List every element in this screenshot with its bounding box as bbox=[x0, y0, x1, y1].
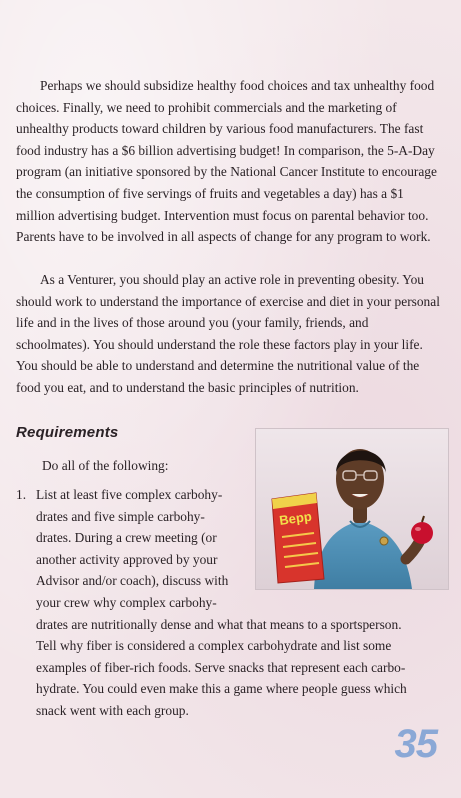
requirement-line: your crew why complex carbohy- bbox=[36, 595, 217, 610]
badge-icon bbox=[380, 537, 388, 545]
photo-girl-with-snack-and-apple bbox=[255, 428, 449, 590]
requirement-line: snack went with each group. bbox=[36, 703, 189, 718]
photo-illustration bbox=[256, 429, 448, 589]
requirement-line: Advisor and/or coach), discuss with bbox=[36, 573, 229, 589]
requirement-line: drates. During a crew meeting (or bbox=[36, 530, 217, 546]
apple bbox=[411, 522, 433, 544]
requirement-line: List at least five complex carbohy- bbox=[36, 487, 223, 502]
apple-highlight bbox=[415, 527, 421, 531]
requirement-line: drates and five simple carbohy- bbox=[36, 508, 205, 524]
requirement-line: drates are nutritionally dense and what that means to a sportsperson. bbox=[36, 616, 402, 632]
requirements-heading: Requirements bbox=[16, 424, 119, 441]
paragraph-1: Perhaps we should subsidize healthy food choices and tax unhealthy food choices. Finally, we need to prohibit commercials and the marketing of unhealthy products toward children by various food manufacturers. The fast food industry has a $6 billion advertising budget! In comparison, the 5-A-Day program (an initiative sponsored by the National Cancer Institute to encourage the consumption of five servings of fruits and vegetables a day) has a $1 million advertising budget. Intervention must focus on parental behavior too. Parents have to be involved in all aspects of change for any program to work. bbox=[16, 78, 437, 245]
requirement-line: Tell why fiber is considered a complex carbohydrate and list some bbox=[36, 638, 392, 654]
requirement-number: 1. bbox=[16, 487, 27, 502]
snack-bag-label: Bepp bbox=[278, 508, 313, 528]
paragraph-2: As a Venturer, you should play an active role in preventing obesity. You should work to understand the importance of exercise and diet in your personal life and in the lives of those around you (your family, friends, and schoolmates). You should understand the role these factors play in your life. You should be able to understand and determine the nutritional value of the food you eat, and to understand the basic principles of nutrition. bbox=[16, 272, 440, 395]
page-number: 35 bbox=[394, 722, 437, 766]
requirement-line: examples of fiber-rich foods. Serve snacks that represent each carbo- bbox=[36, 659, 406, 675]
requirement-line: hydrate. You could even make this a game where people guess which bbox=[36, 681, 407, 697]
requirements-intro: Do all of the following: bbox=[42, 458, 169, 473]
requirement-line: another activity approved by your bbox=[36, 551, 218, 567]
